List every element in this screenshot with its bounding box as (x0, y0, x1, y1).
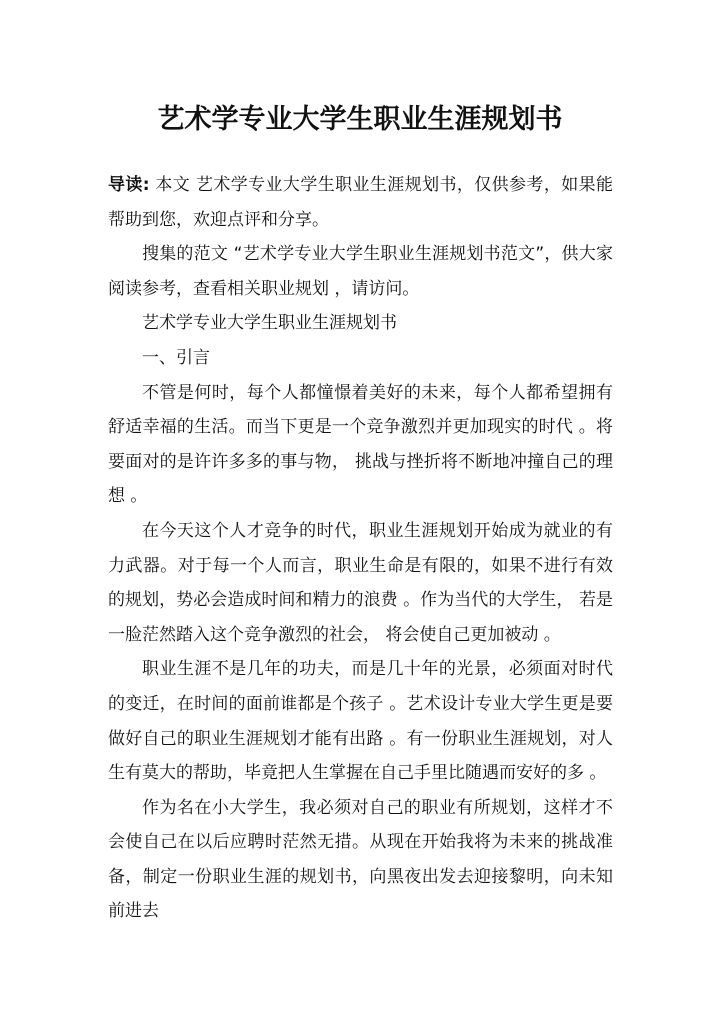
paragraph-body: 在今天这个人才竞争的时代，职业生涯规划开始成为就业的有力武器。对于每一个人而言，职业生命是有限的，如果不进行有效的规划，势必会造成时间和精力的浪费 。作为当代的大学生， 若是一脸茫然踏入这个竞争激烈的社会， 将会使自己更加被动 。 (108, 520, 613, 645)
section-heading-introduction: 一、引言 (142, 347, 210, 368)
document-title: 艺术学专业大学生职业生涯规划书 (157, 104, 563, 135)
document-body (108, 168, 613, 929)
intro-paragraph (108, 168, 613, 237)
intro-label: 导读: (108, 175, 150, 195)
paragraph-body: 作为名在小大学生，我必须对自己的职业有所规划，这样才不会使自己在以后应聘时茫然无措。从现在开始我将为未来的挑战准备，制定一份职业生涯的规划书，向黑夜出发去迎接黎明，向未知前进去 (108, 797, 613, 922)
paragraph-body: 职业生涯不是几年的功夫，而是几十年的光景，必须面对时代的变迁，在时间的面前谁都是个孩子 。艺术设计专业大学生更是要做好自己的职业生涯规划才能有出路 。有一份职业生涯规划，对人生有莫大的帮助，毕竟把人生掌握在自己手里比随遇而安好的多 。 (108, 659, 613, 784)
paragraph-body: 不管是何时，每个人都憧憬着美好的未来，每个人都希望拥有舒适幸福的生活。而当下更是一个竞争激烈并更加现实的时代 。将要面对的是许许多多的事与物， 挑战与挫折将不断地冲撞自己的理想 。 (108, 382, 613, 507)
paragraph-subtitle: 艺术学专业大学生职业生涯规划书 (142, 313, 397, 334)
intro-text: 本文 艺术学专业大学生职业生涯规划书，仅供参考，如果能帮助到您，欢迎点评和分享。 (108, 175, 613, 230)
paragraph-source-note: 搜集的范文 “艺术学专业大学生职业生涯规划书范文”，供大家阅读参考，查看相关职业规划 ，请访问。 (108, 244, 613, 299)
